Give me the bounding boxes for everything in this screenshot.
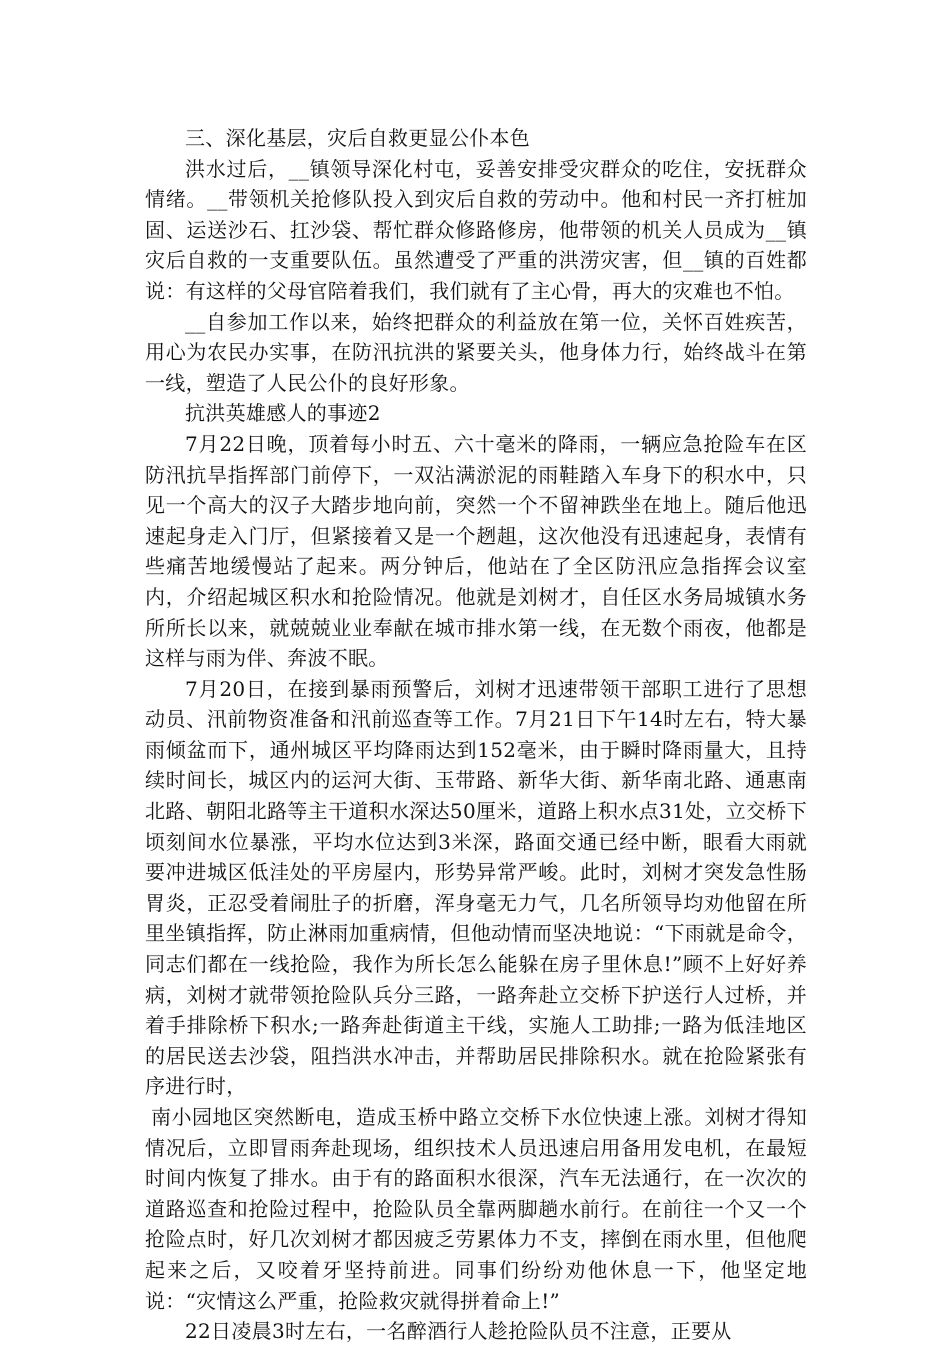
paragraph-power-outage: 南小园地区突然断电，造成玉桥中路立交桥下水位快速上涨。刘树才得知情况后，立即冒雨奔赴现场，组织技术人员迅速启用备用发电机，在最短时间内恢复了排水。由于有的路面积水很深，汽车无法通行，在一次次的道路巡查和抢险过程中，抢险队员全靠两脚趟水前行。在前往一个又一个抢险点时，好几次刘树才都因疲乏劳累体力不支，摔倒在雨水里，但他爬起来之后，又咬着牙坚持前进。同事们纷纷劝他休息一下，他坚定地说：“灾情这么严重，抢险救灾就得拼着命上!” (145, 1105, 807, 1313)
paragraph-july-20: 7月20日，在接到暴雨预警后，刘树才迅速带领干部职工进行了思想动员、汛前物资准备和汛前巡查等工作。7月21日下午14时左右，特大暴雨倾盆而下，通州城区平均降雨达到152毫米，由于瞬时降雨量大，且持续时间长，城区内的运河大街、玉带路、新华大街、新华南北路、通惠南北路、朝阳北路等主干道积水深达50厘米，道路上积水点31处，立交桥下顷刻间水位暴涨，平均水位达到3米深，路面交通已经中断，眼看大雨就要冲进城区低洼处的平房屋内，形势异常严峻。此时，刘树才突发急性肠胃炎，正忍受着闹肚子的折磨，浑身毫无力气，几名所领导均劝他留在所里坐镇指挥，防止淋雨加重病情，但他动情而坚决地说：“下雨就是命令，同志们都在一线抢险，我作为所长怎么能躲在房子里休息!”顾不上好好养病，刘树才就带领抢险队兵分三路，一路奔赴立交桥下护送行人过桥，并着手排除桥下积水;一路奔赴街道主干线，实施人工助排;一路为低洼地区的居民送去沙袋，阻挡洪水冲击，并帮助居民排除积水。就在抢险紧张有序进行时， (145, 676, 807, 1099)
paragraph-july-22-night: 7月22日晚，顶着每小时五、六十毫米的降雨，一辆应急抢险车在区防汛抗旱指挥部门前停下，一双沾满淤泥的雨鞋踏入车身下的积水中，只见一个高大的汉子大踏步地向前，突然一个不留神跌坐在地上。随后他迅速起身走入门厅，但紧接着又是一个趔趄，这次他没有迅速起身，表情有些痛苦地缓慢站了起来。两分钟后，他站在了全区防汛应急指挥会议室内，介绍起城区积水和抢险情况。他就是刘树才，自任区水务局城镇水务所所长以来，就兢兢业业奉献在城市排水第一线，在无数个雨夜，他都是这样与雨为伴、奔波不眠。 (145, 431, 807, 671)
section-heading-3: 三、深化基层，灾后自救更显公仆本色 (185, 126, 531, 150)
paragraph-summary: __自参加工作以来，始终把群众的利益放在第一位，关怀百姓疾苦，用心为农民办实事，在防汛抗洪的紧要关头，他身体力行，始终战斗在第一线，塑造了人民公仆的良好形象。 (145, 309, 807, 395)
section-heading-story-2: 抗洪英雄感人的事迹2 (185, 401, 381, 426)
paragraph-22nd-early-morning: 22日凌晨3时左右，一名醉酒行人趁抢险队员不注意，正要从 (185, 1319, 732, 1344)
document-body (145, 123, 807, 1347)
paragraph-post-flood-relief: 洪水过后，__镇领导深化村屯，妥善安排受灾群众的吃住，安抚群众情绪。__带领机关抢修队投入到灾后自救的劳动中。他和村民一齐打桩加固、运送沙石、扛沙袋、帮忙群众修路修房，他带领的机关人员成为__镇灾后自救的一支重要队伍。虽然遭受了严重的洪涝灾害，但__镇的百姓都说：有这样的父母官陪着我们，我们就有了主心骨，再大的灾难也不怕。 (145, 156, 807, 303)
